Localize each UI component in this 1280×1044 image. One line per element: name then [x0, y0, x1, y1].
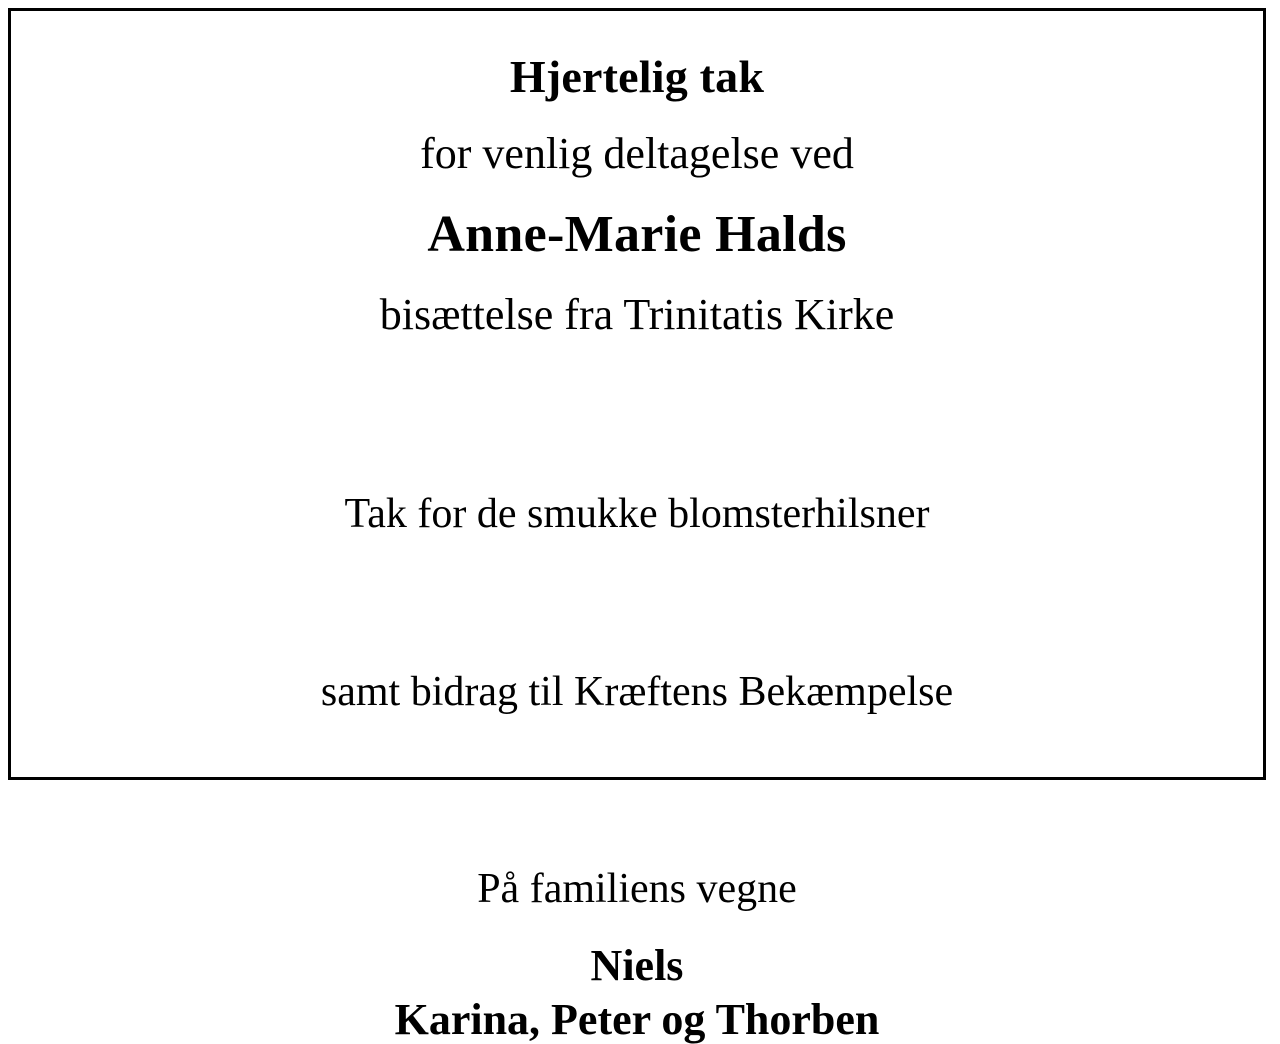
memorial-notice-card — [8, 8, 1266, 1044]
thanks-block — [11, 365, 1263, 842]
ceremony-location: bisættelse fra Trinitatis Kirke — [379, 290, 895, 340]
behalf-text: På familiens vegne — [477, 866, 797, 913]
thanks-line-2: samt bidrag til Kræftens Bekæmpelse — [320, 669, 954, 716]
signer-secondary: Karina, Peter og Thorben — [394, 994, 880, 1044]
notice-heading: Hjertelig tak — [509, 51, 765, 102]
deceased-name: Anne-Marie Halds — [427, 205, 847, 263]
signer-primary: Niels — [590, 941, 684, 991]
thanks-line-1: Tak for de smukke blomsterhilsner — [344, 490, 930, 537]
notice-subline: for venlig deltagelse ved — [420, 128, 854, 178]
